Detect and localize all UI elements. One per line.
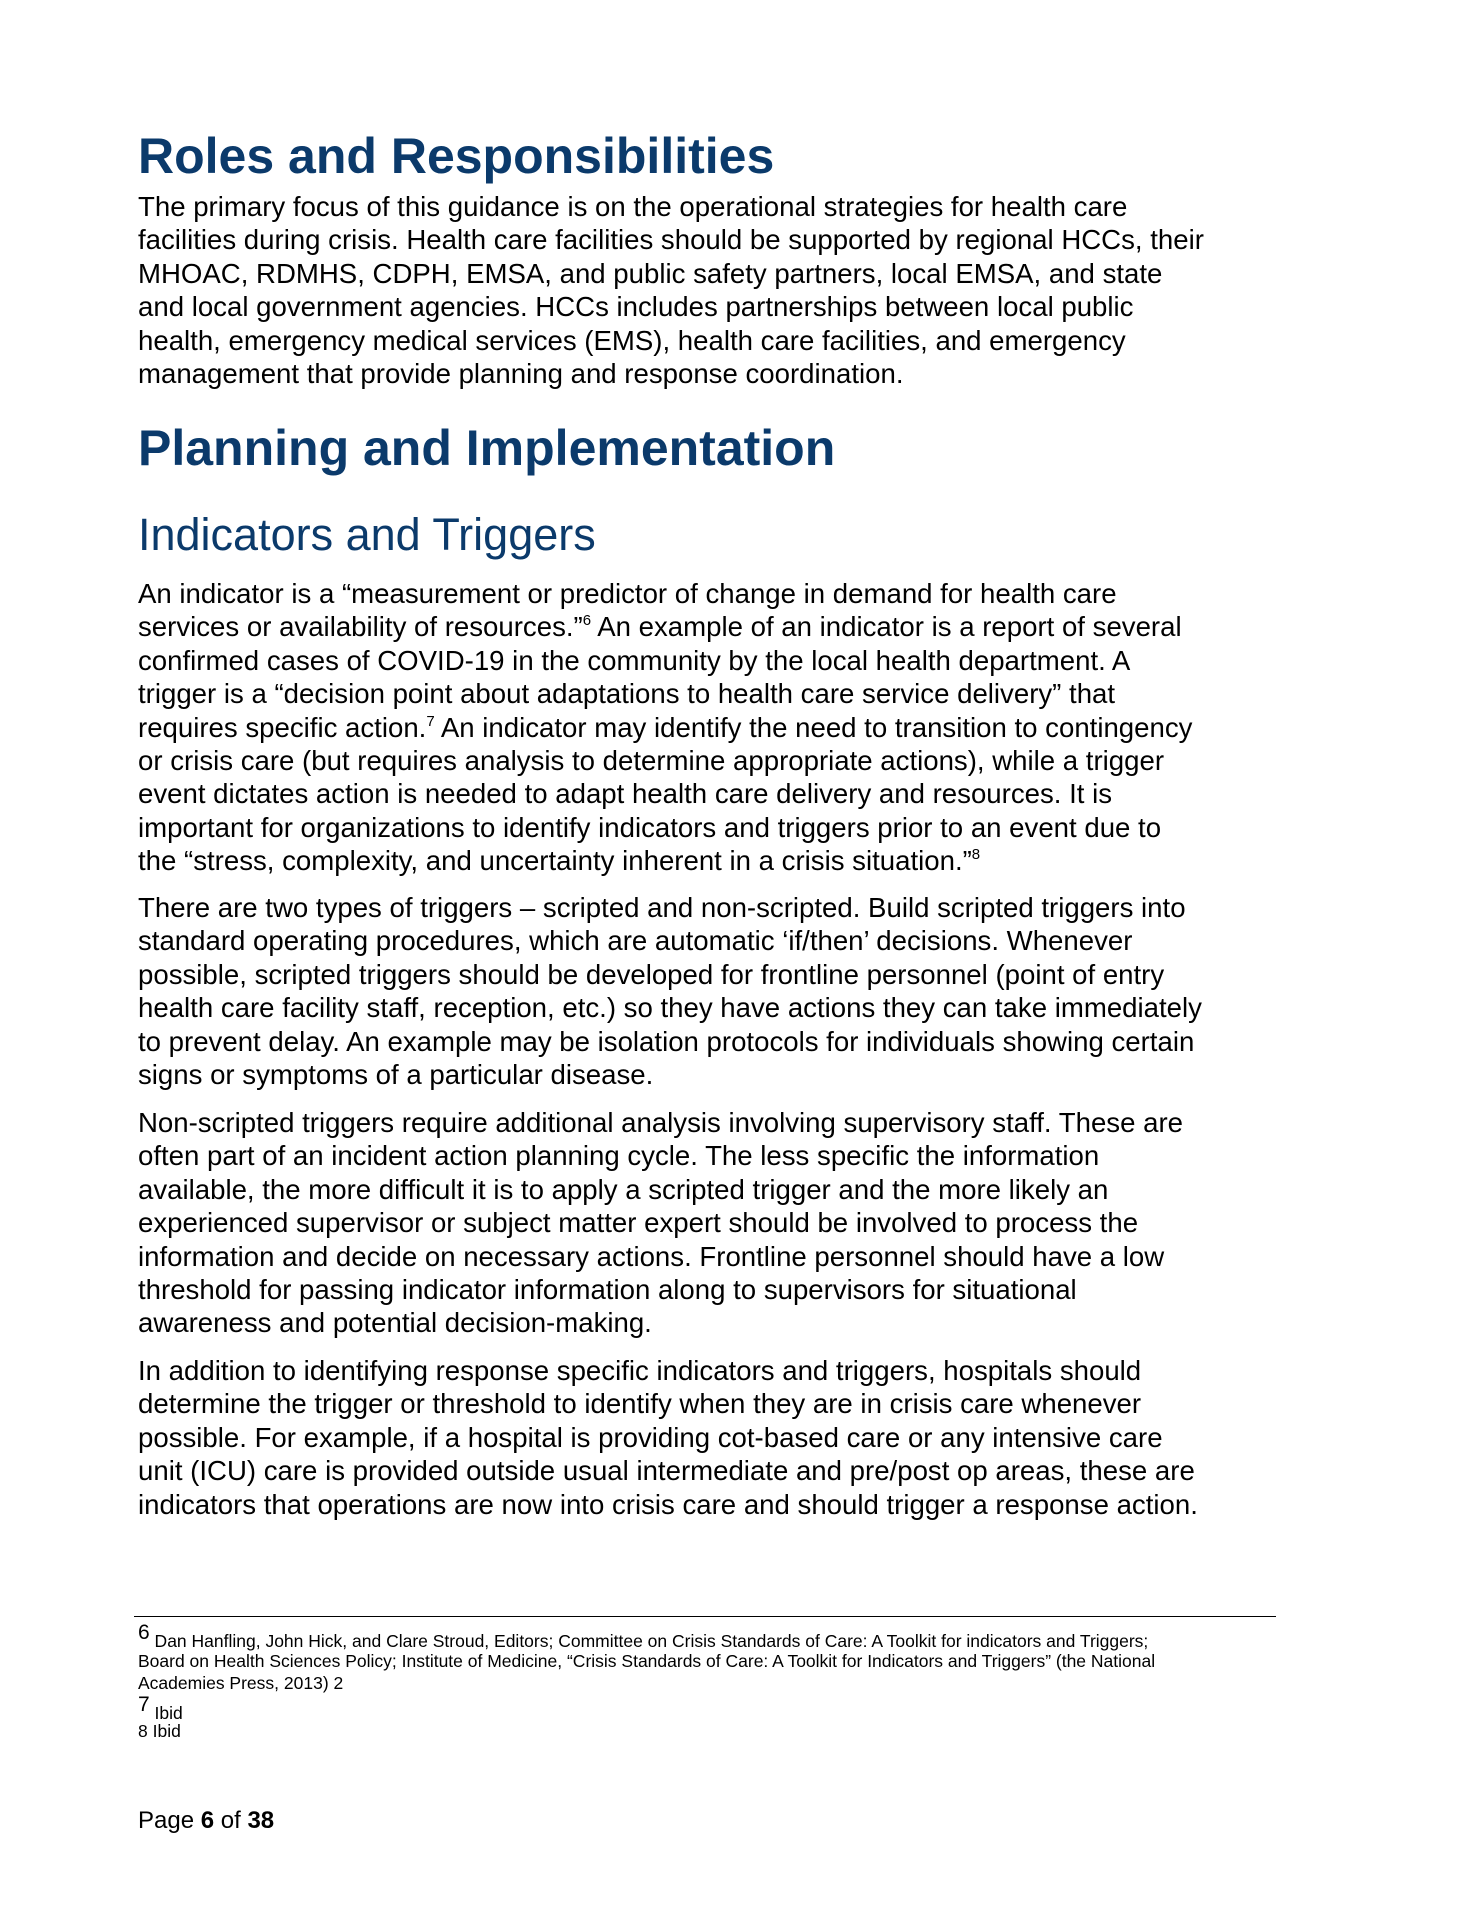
text-segment: requires specific action. [138, 711, 427, 743]
text-segment: services or availability of resources.” [138, 611, 583, 643]
footnote-ref-6[interactable]: 6 [582, 612, 592, 630]
text-line: available, the more difficult it is to apply a scripted trigger and the more likely an [138, 1173, 1109, 1205]
text-line: The primary focus of this guidance is on the operational strategies for health care [138, 191, 1128, 222]
text-line: indicators that operations are now into crisis care and should trigger a response action. [138, 1488, 1198, 1520]
footnote-7-line [138, 1693, 1288, 1723]
text-line: possible. For example, if a hospital is providing cot-based care or any intensive care [138, 1421, 1163, 1453]
footnote-6-line: Board on Health Sciences Policy; Institute of Medicine, “Crisis Standards of Care: A Toolkit for Indicators and Triggers” (the National [138, 1651, 1156, 1671]
footnote-6-line [138, 1621, 1288, 1651]
text-line [138, 610, 1288, 643]
text-line: important for organizations to identify indicators and triggers prior to an event due to [138, 811, 1162, 843]
paragraph-roles [138, 190, 1288, 390]
footnote-text: Ibid [149, 1703, 183, 1723]
current-page-number: 6 [200, 1807, 215, 1834]
footnote-number-7: 7 [138, 1693, 150, 1716]
text-line: There are two types of triggers – scripted and non-scripted. Build scripted triggers into [138, 892, 1186, 923]
footnote-6-line: Academies Press, 2013) 2 [138, 1673, 344, 1693]
footnotes [138, 1622, 1288, 1742]
footnote-8-line: 8 Ibid [138, 1721, 181, 1741]
subheading-indicators-and-triggers: Indicators and Triggers [138, 509, 596, 560]
text-line [138, 844, 1288, 877]
page-number-footer [138, 1807, 274, 1835]
text-segment: An example of an indicator is a report of several [591, 611, 1182, 643]
text-line: to prevent delay. An example may be isolation protocols for individuals showing certain [138, 1025, 1195, 1057]
text-line: and local government agencies. HCCs includes partnerships between local public [138, 291, 1134, 323]
text-line: management that provide planning and response coordination. [138, 358, 904, 390]
text-line: or crisis care (but requires analysis to determine appropriate actions), while a trigger [138, 745, 1165, 777]
text-line: experienced supervisor or subject matter expert should be involved to process the [138, 1207, 1139, 1239]
text-line: standard operating procedures, which are automatic ‘if/then’ decisions. Whenever [138, 925, 1133, 957]
text-line: signs or symptoms of a particular disease. [138, 1059, 654, 1091]
footnote-ref-7[interactable]: 7 [426, 712, 435, 730]
text-line [138, 711, 1288, 744]
paragraph-indicator-definition [138, 577, 1288, 878]
text-line: Non-scripted triggers require additional analysis involving supervisory staff. These are [138, 1107, 1183, 1138]
text-line: An indicator is a “measurement or predictor of change in demand for health care [138, 578, 1117, 609]
text-segment: An indicator may identify the need to transition to contingency [434, 711, 1193, 743]
text-line: threshold for passing indicator information along to supervisors for situational [138, 1274, 1077, 1306]
text-line: often part of an incident action planning cycle. The less specific the information [138, 1140, 1100, 1172]
footnote-number-6: 6 [138, 1621, 150, 1644]
text-line: MHOAC, RDMHS, CDPH, EMSA, and public safety partners, local EMSA, and state [138, 257, 1163, 289]
of-label: of [214, 1807, 248, 1834]
text-line: information and decide on necessary actions. Frontline personnel should have a low [138, 1240, 1165, 1272]
heading-planning-and-implementation: Planning and Implementation [138, 420, 836, 476]
paragraph-non-scripted-triggers [138, 1106, 1288, 1340]
paragraph-crisis-care-thresholds [138, 1354, 1288, 1521]
text-line: In addition to identifying response specific indicators and triggers, hospitals should [138, 1355, 1142, 1386]
footnote-ref-8[interactable]: 8 [971, 846, 981, 864]
paragraph-trigger-types [138, 891, 1288, 1091]
text-segment: the “stress, complexity, and uncertainty inherent in a crisis situation.” [138, 845, 972, 877]
footnote-separator [134, 1616, 1276, 1617]
text-line: health care facility staff, reception, etc.) so they have actions they can take immediately [138, 992, 1202, 1024]
footnote-text: Dan Hanfling, John Hick, and Clare Stroud, Editors; Committee on Crisis Standards of Care: A Toolkit for indicators and Triggers; [149, 1631, 1149, 1651]
text-line: health, emergency medical services (EMS), health care facilities, and emergency [138, 324, 1126, 356]
text-line: unit (ICU) care is provided outside usual intermediate and pre/post op areas, these are [138, 1455, 1195, 1487]
text-line: facilities during crisis. Health care facilities should be supported by regional HCCs, their [138, 224, 1204, 256]
heading-roles-and-responsibilities: Roles and Responsibilities [138, 128, 775, 184]
text-line: trigger is a “decision point about adaptations to health care service delivery” that [138, 678, 1116, 710]
text-line: awareness and potential decision-making. [138, 1307, 652, 1339]
text-line: possible, scripted triggers should be developed for frontline personnel (point of entry [138, 958, 1165, 990]
total-pages: 38 [247, 1807, 275, 1834]
text-line: confirmed cases of COVID-19 in the community by the local health department. A [138, 644, 1131, 676]
text-line: event dictates action is needed to adapt health care delivery and resources. It is [138, 778, 1113, 810]
text-line: determine the trigger or threshold to identify when they are in crisis care whenever [138, 1388, 1142, 1420]
page-label: Page [138, 1807, 201, 1834]
